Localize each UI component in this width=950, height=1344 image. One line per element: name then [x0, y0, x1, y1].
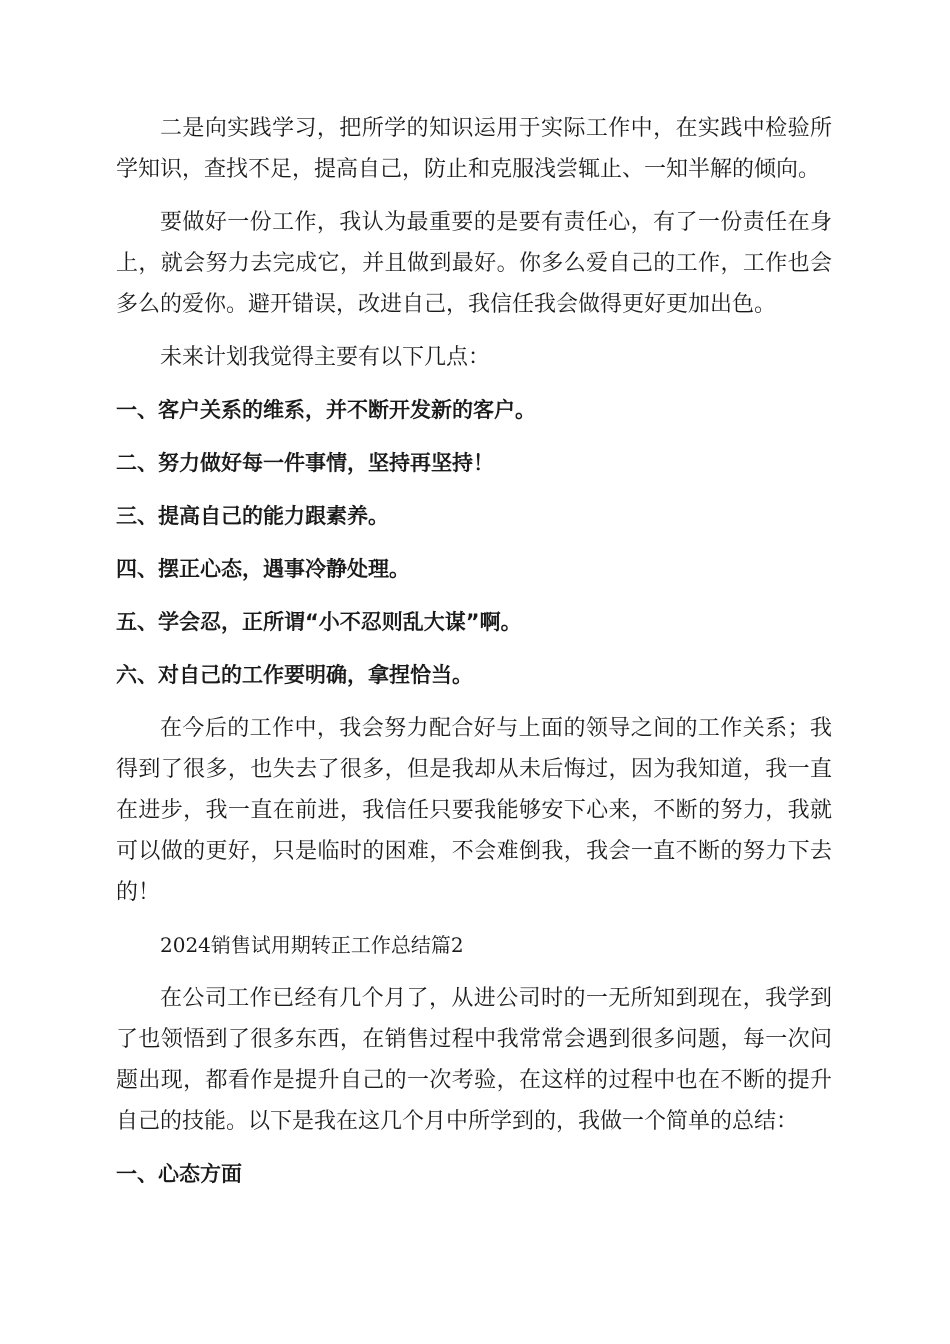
paragraph-summary-intro: 在公司工作已经有几个月了，从进公司时的一无所知到现在，我学到了也领悟到了很多东西，在销售过程中我常常会遇到很多问题，每一次问题出现，都看作是提升自己的一次考验，在这样的过程中也在不断的提升自己的技能。以下是我在这几个月中所学到的，我做一个简单的总结： [116, 986, 832, 1134]
plan-item-4: 四、摆正心态，遇事冷静处理。 [116, 557, 410, 581]
plan-item-2: 二、努力做好每一件事情，坚持再坚持！ [116, 451, 494, 475]
section-title: 2024销售试用期转正工作总结篇2 [160, 933, 464, 957]
plan-item-6: 六、对自己的工作要明确，拿捏恰当。 [116, 663, 473, 687]
plan-item-3: 三、提高自己的能力跟素养。 [116, 504, 389, 528]
section-heading-mindset: 一、心态方面 [116, 1162, 242, 1186]
paragraph-future-work: 在今后的工作中，我会努力配合好与上面的领导之间的工作关系；我得到了很多，也失去了很多，但是我却从未后悔过，因为我知道，我一直在进步，我一直在前进，我信任只要我能够安下心来，不断的努力，我就可以做的更好，只是临时的困难，不会难倒我，我会一直不断的努力下去的！ [116, 716, 832, 905]
plan-item-1: 一、客户关系的维系，并不断开发新的客户。 [116, 398, 536, 422]
paragraph-practice-learning: 二是向实践学习，把所学的知识运用于实际工作中，在实践中检验所学知识，查找不足，提高自己，防止和克服浅尝辄止、一知半解的倾向。 [116, 116, 832, 182]
paragraph-responsibility: 要做好一份工作，我认为最重要的是要有责任心，有了一份责任在身上，就会努力去完成它，并且做到最好。你多么爱自己的工作，工作也会多么的爱你。避开错误，改进自己，我信任我会做得更好更加出色。 [116, 210, 832, 317]
document-body [116, 108, 832, 1207]
plan-item-5: 五、学会忍，正所谓“小不忍则乱大谋”啊。 [116, 610, 522, 634]
paragraph-future-plan-intro: 未来计划我觉得主要有以下几点： [160, 345, 491, 370]
